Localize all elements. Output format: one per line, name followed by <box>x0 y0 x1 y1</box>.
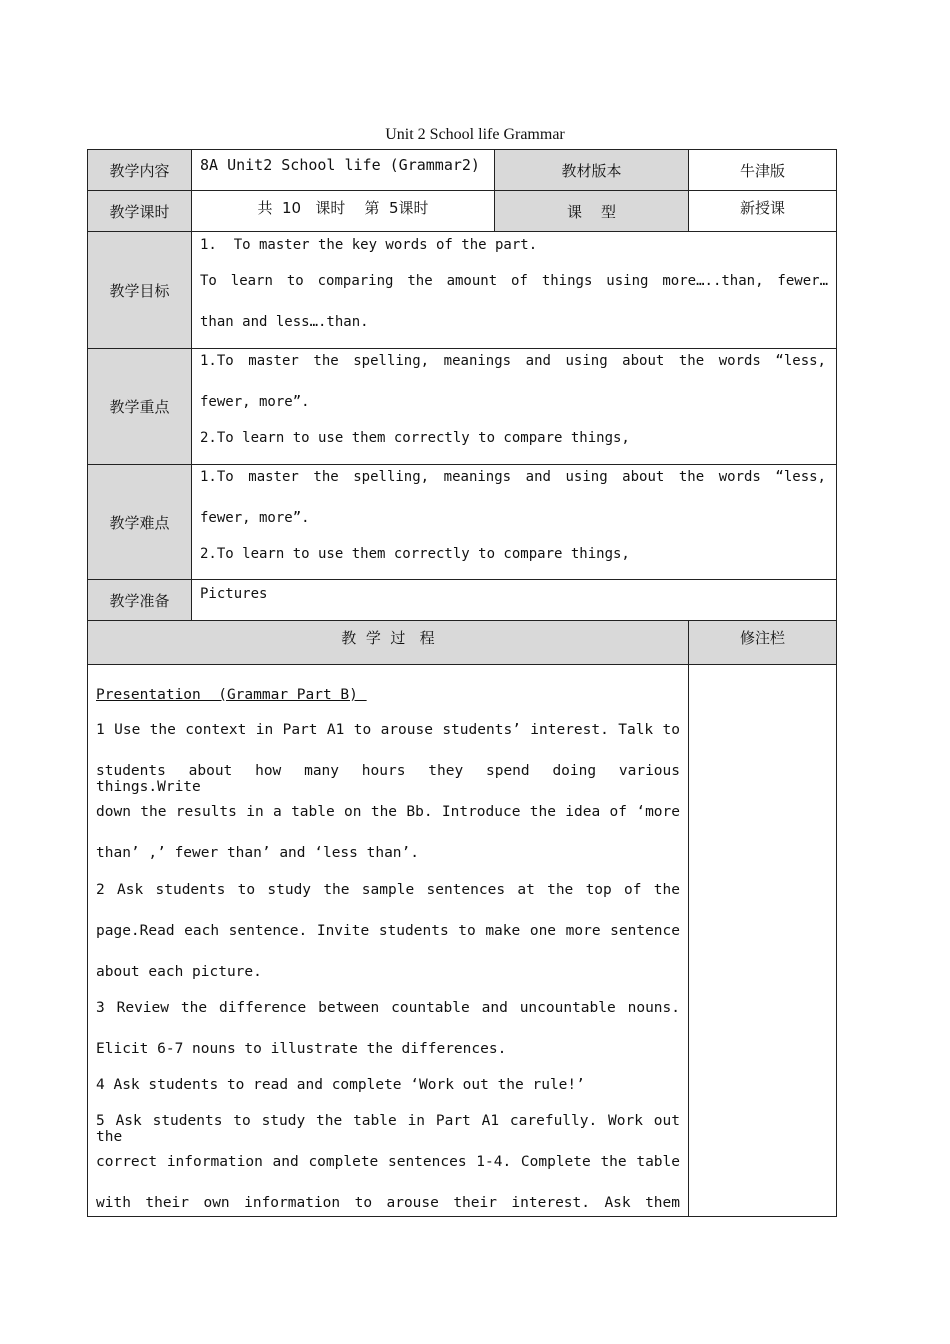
key-points-line-2: fewer, more”. <box>200 394 310 410</box>
grid-line <box>191 149 192 621</box>
process-line: about each picture. <box>96 964 262 980</box>
process-line: than’ ,’ fewer than’ and ‘less than’. <box>96 845 420 861</box>
label-textbook-edition: 教材版本 <box>495 150 688 190</box>
goals-line-1: 1. To master the key words of the part. <box>200 237 538 253</box>
key-points-line-1-text: 1.To master the spelling, meanings and using about the words “less, <box>200 353 826 369</box>
label-lesson-type: 课 型 <box>495 191 688 231</box>
class-hours-value: 共 10 课时 第 5课时 <box>257 198 429 217</box>
process-line: page.Read each sentence. Invite students to make one more sentence <box>96 923 680 939</box>
grid-line <box>87 348 837 349</box>
process-line: correct information and complete sentences 1-4. Complete the table <box>96 1154 680 1170</box>
difficulties-line-2: fewer, more”. <box>200 510 310 526</box>
grid-line <box>836 149 837 1217</box>
grid-line <box>688 620 689 1217</box>
key-points-line-1 <box>200 353 826 369</box>
process-line: Elicit 6-7 nouns to illustrate the differences. <box>96 1041 507 1057</box>
preparation-value: Pictures <box>200 586 268 602</box>
process-header: 教 学 过 程 <box>341 629 435 647</box>
label-preparation: 教学准备 <box>88 580 191 620</box>
difficulties-line-1 <box>200 469 826 485</box>
grid-line <box>87 620 837 621</box>
label-teaching-goals: 教学目标 <box>88 232 191 348</box>
grid-line <box>688 149 689 232</box>
label-difficulties: 教学难点 <box>88 465 191 579</box>
goals-line-3: than and less….than. <box>200 314 369 330</box>
grid-line <box>87 579 837 580</box>
grid-line <box>87 190 837 191</box>
process-line: 3 Review the difference between countable and uncountable nouns. <box>96 1000 680 1016</box>
goals-line-2 <box>200 273 828 289</box>
process-line: students about how many hours they spend doing various things.Write <box>96 763 680 795</box>
goals-line-2-text: To learn to comparing the amount of things using more…..than, fewer… <box>200 273 828 289</box>
grid-line <box>87 1216 837 1217</box>
notes-header: 修注栏 <box>739 629 785 647</box>
label-key-points: 教学重点 <box>88 349 191 464</box>
textbook-edition-value: 牛津版 <box>739 161 785 180</box>
grid-line <box>87 149 837 150</box>
process-line: 4 Ask students to read and complete ‘Work out the rule!’ <box>96 1077 585 1093</box>
document-title: Unit 2 School life Grammar <box>385 126 565 143</box>
grid-line <box>87 464 837 465</box>
label-class-hours: 教学课时 <box>88 191 191 231</box>
process-line: down the results in a table on the Bb. Introduce the idea of ‘more <box>96 804 680 820</box>
process-line: with their own information to arouse their interest. Ask them <box>96 1195 680 1211</box>
process-heading: Presentation (Grammar Part B) <box>96 687 367 703</box>
process-line: 5 Ask students to study the table in Part A1 carefully. Work out the <box>96 1113 680 1145</box>
process-line: 2 Ask students to study the sample sentences at the top of the <box>96 882 680 898</box>
key-points-line-3: 2.To learn to use them correctly to compare things, <box>200 430 630 446</box>
difficulties-line-3: 2.To learn to use them correctly to compare things, <box>200 546 630 562</box>
difficulties-line-1-text: 1.To master the spelling, meanings and using about the words “less, <box>200 469 826 485</box>
grid-line <box>494 149 495 232</box>
grid-line <box>87 664 837 665</box>
teaching-content-value: 8A Unit2 School life (Grammar2) <box>200 156 480 174</box>
lesson-type-value: 新授课 <box>739 198 785 217</box>
process-line: 1 Use the context in Part A1 to arouse students’ interest. Talk to <box>96 722 680 738</box>
grid-line <box>87 231 837 232</box>
grid-line <box>87 149 88 1217</box>
label-teaching-content: 教学内容 <box>88 150 191 190</box>
